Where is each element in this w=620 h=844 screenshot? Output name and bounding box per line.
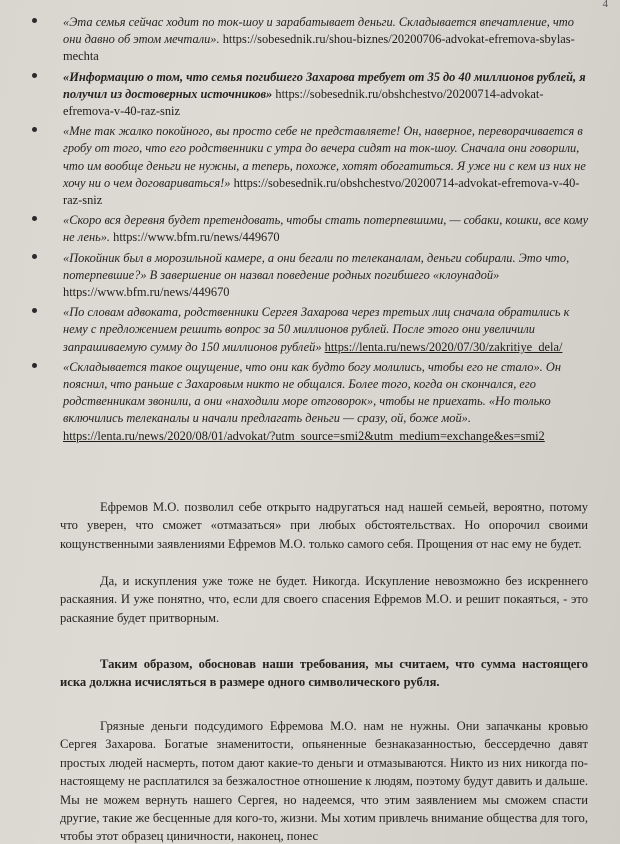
bullet-icon bbox=[32, 73, 37, 78]
quotes-list bbox=[0, 14, 620, 448]
page-number: 4 bbox=[602, 0, 608, 10]
list-item bbox=[0, 14, 620, 66]
quote-text: «Информацию о том, что семья погибшего Захарова требует от 35 до 40 миллионов рублей, я получил из достоверных источников» bbox=[63, 69, 586, 101]
quote-text: «Покойник был в морозильной камере, а они бегали по телеканалам, деньги собирали. Это что, потерпевшие?» В завершение он назвал поведение родных погибшего «клоунадой» bbox=[63, 250, 570, 282]
source-link[interactable]: https://www.bfm.ru/news/449670 bbox=[113, 230, 280, 245]
quote-text: «Скоро вся деревня будет претендовать, чтобы стать потерпевшими, — собаки, кошки, все кому не лень». bbox=[63, 213, 589, 245]
source-link[interactable]: https://lenta.ru/news/2020/07/30/zakritiye_dela/ bbox=[324, 339, 563, 354]
source-link[interactable]: https://sobesednik.ru/obshchestvo/20200714-advokat-efremova-v-40-raz-sniz bbox=[63, 175, 580, 208]
bullet-icon bbox=[32, 18, 37, 23]
quote-text: «По словам адвоката, родственники Сергея Захарова через третьих лиц сначала обратились к нему с предложением решить вопрос за 50 миллионов рублей. После этого они увеличили запрашиваемую сумму до 150 миллионов рублей» bbox=[63, 305, 570, 354]
list-item bbox=[0, 212, 620, 246]
source-link[interactable]: https://lenta.ru/news/2020/08/01/advokat/?utm_source=smi2&utm_medium=exchange&es=smi2 bbox=[63, 428, 545, 443]
quote-text: «Эта семья сейчас ходит по ток-шоу и зарабатывает деньги. Складывается впечатление, что они давно об этом мечтали». bbox=[63, 15, 574, 47]
bullet-icon bbox=[32, 308, 37, 313]
source-link[interactable]: https://sobesednik.ru/obshchestvo/20200714-advokat-efremova-v-40-raz-sniz bbox=[63, 86, 544, 119]
bullet-icon bbox=[32, 127, 37, 132]
bullet-icon bbox=[32, 216, 37, 221]
paragraph-no-redemption: Да, и искупления уже тоже не будет. Никогда. Искупление невозможно без искреннего раскаяния. И уже понятно, что, если для своего спасения Ефремов М.О. и решит покаяться, - это раскаяние будет притворным. bbox=[60, 574, 588, 625]
quote-text: «Складывается такое ощущение, что они как будто богу молились, чтобы его не стало». Он пояснил, что раньше с Захаровым никто не общался. Более того, когда он скончался, его родственникам звонили, а они «находили море отговорок», чтобы не приехать. «Но только включились телеканалы и начали предлагать деньги — сразу, ой, боже мой». bbox=[63, 359, 561, 426]
list-item bbox=[0, 123, 620, 209]
bullet-icon bbox=[32, 363, 37, 368]
bullet-icon bbox=[32, 254, 37, 259]
paragraph-dirty-money: Грязные деньги подсудимого Ефремова М.О. нам не нужны. Они запачканы кровью Сергея Захарова. Богатые знаменитости, опьяненные безнаказанностью, бессердечно давят простых людей насмерть, потом дают какие-то деньги и отмазываются. Никто из них никогда по-настоящему не расплатился за безжалостное отношение к людям, поэтому будут давить и дальше. Мы не можем вернуть нашего Сергея, но надеемся, что этим заявлением мы сможем спасти другие, такие же бесценные для кого-то, жизни. Мы хотим привлечь внимание общества для того, чтобы этот образец циничности, наконец, понес bbox=[60, 719, 588, 844]
list-item bbox=[0, 250, 620, 302]
list-item bbox=[0, 304, 620, 356]
quote-text: «Мне так жалко покойного, вы просто себе не представляете! Он, наверное, переворачивается в гробу от того, что его родственники с утра до вечера сидят на ток-шоу. Сначала они говорили, что им вообще деньги не нужны, а теперь, похоже, хотят обогатиться. Я уже ни с кем из них не хочу ни о чем договариваться!» bbox=[63, 124, 586, 190]
paragraph-efremov-mockery: Ефремов М.О. позволил себе открыто надругаться над нашей семьей, вероятно, потому что уверен, что сможет «отмазаться» при любых обстоятельствах. Но опорочил своими кощунственными заявлениями Ефремов М.О. только самого себя. Прощения от нас ему не будет. bbox=[60, 500, 588, 551]
list-item bbox=[0, 359, 620, 445]
source-link[interactable]: https://sobesednik.ru/shou-biznes/20200706-advokat-efremova-sbylas-mechta bbox=[63, 32, 575, 64]
source-link[interactable]: https://www.bfm.ru/news/449670 bbox=[63, 285, 230, 300]
list-item bbox=[0, 69, 620, 121]
paragraph-claim-conclusion: Таким образом, обосновав наши требования, мы считаем, что сумма настоящего иска должна исчисляться в размере одного символического рубля. bbox=[60, 657, 588, 690]
